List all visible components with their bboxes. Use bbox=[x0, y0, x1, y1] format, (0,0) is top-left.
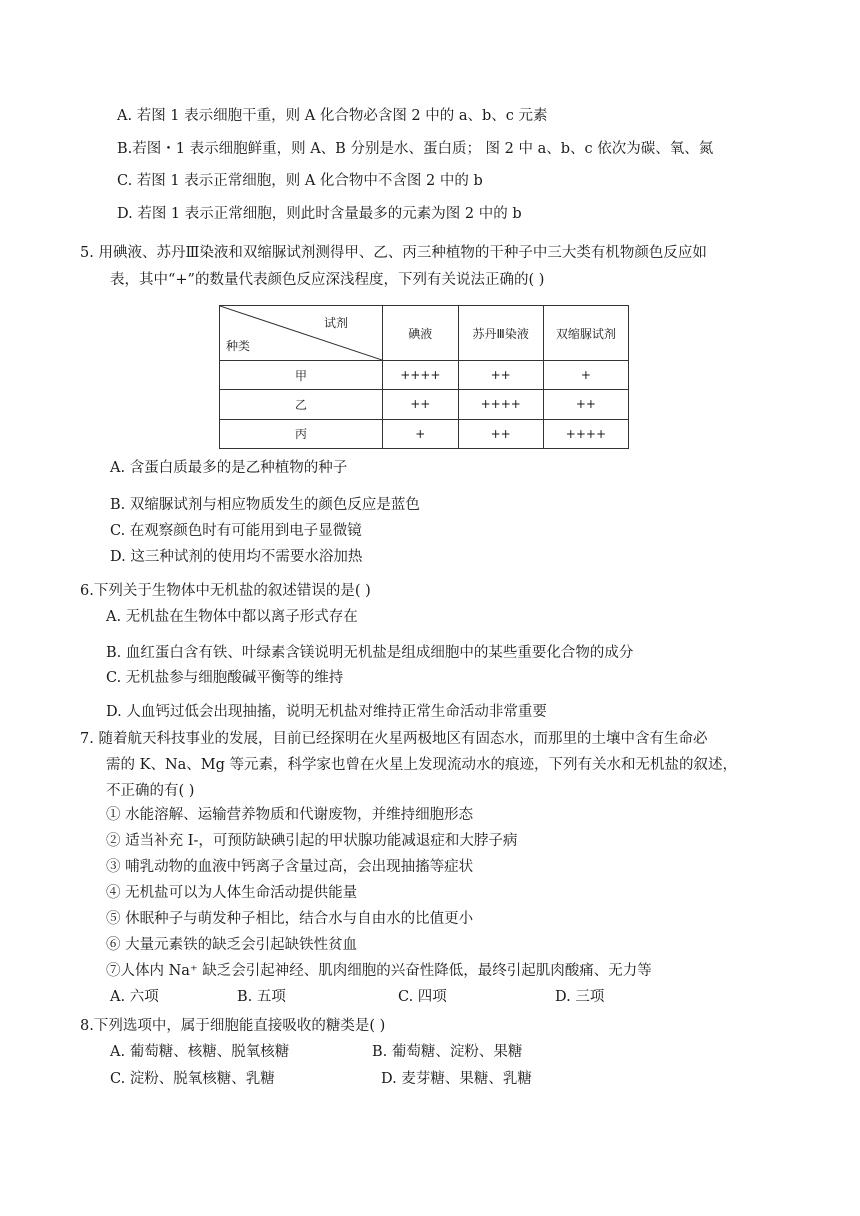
q7-item-1: ① 水能溶解、运输营养物质和代谢废物，并维持细胞形态 bbox=[106, 807, 474, 823]
q7-item-4: ④ 无机盐可以为人体生命活动提供能量 bbox=[106, 885, 358, 901]
q7-item-2: ② 适当补充 I-，可预防缺碘引起的甲状腺功能减退症和大脖子病 bbox=[106, 833, 518, 849]
q7-item-6: ⑥ 大量元素铁的缺乏会引起缺铁性贫血 bbox=[106, 937, 358, 953]
table-cell: ++ bbox=[543, 390, 628, 419]
q7-item-5: ⑤ 休眠种子与萌发种子相比，结合水与自由水的比值更小 bbox=[106, 911, 474, 927]
table-corner-top: 试剂 bbox=[323, 316, 348, 330]
table-row bbox=[220, 390, 629, 419]
table-cell: ++ bbox=[458, 361, 543, 390]
q7-item-7: ⑦人体内 Na⁺ 缺乏会引起神经、肌肉细胞的兴奋性降低，最终引起肌肉酸痛、无力等 bbox=[106, 963, 652, 979]
table-cell: ++ bbox=[458, 419, 543, 448]
table-row-label: 乙 bbox=[220, 390, 383, 419]
table-header: 碘液 bbox=[383, 306, 459, 361]
q7-stem-line2: 需的 K、Na、Mg 等元素，科学家也曾在火星上发现流动水的痕迹，下列有关水和无机盐的叙述， bbox=[106, 757, 738, 773]
q5-option-c: C. 在观察颜色时有可能用到电子显微镜 bbox=[110, 523, 362, 539]
table-cell: ++ bbox=[383, 390, 459, 419]
q6-option-d: D. 人血钙过低会出现抽搐，说明无机盐对维持正常生命活动非常重要 bbox=[106, 704, 547, 720]
table-cell: ++++ bbox=[543, 419, 628, 448]
q5-option-b: B. 双缩脲试剂与相应物质发生的颜色反应是蓝色 bbox=[110, 497, 420, 513]
q8-option-b: B. 葡萄糖、淀粉、果糖 bbox=[372, 1044, 523, 1060]
q5-option-a: A. 含蛋白质最多的是乙种植物的种子 bbox=[110, 460, 348, 476]
q7-option-a: A. 六项 bbox=[110, 989, 159, 1005]
q8-option-c: C. 淀粉、脱氧核糖、乳糖 bbox=[110, 1071, 275, 1087]
q7-item-3: ③ 哺乳动物的血液中钙离子含量过高，会出现抽搐等症状 bbox=[106, 859, 474, 875]
q4-option-d: D. 若图 1 表示正常细胞，则此时含量最多的元素为图 2 中的 b bbox=[117, 206, 522, 222]
q6-option-c: C. 无机盐参与细胞酸碱平衡等的维持 bbox=[106, 670, 344, 686]
table-header: 双缩脲试剂 bbox=[543, 306, 628, 361]
q7-stem-line1: 7. 随着航天科技事业的发展，目前已经探明在火星两极地区有固态水，而那里的土壤中含有生命必 bbox=[80, 731, 708, 747]
table-cell: + bbox=[543, 361, 628, 390]
q5-stem-line2: 表，其中“+”的数量代表颜色反应深浅程度，下列有关说法正确的( ) bbox=[110, 272, 545, 288]
q8-stem: 8.下列选项中，属于细胞能直接吸收的糖类是( ) bbox=[80, 1018, 386, 1034]
table-cell: ++++ bbox=[383, 361, 459, 390]
table-corner-bottom: 种类 bbox=[226, 339, 251, 353]
q4-option-c: C. 若图 1 表示正常细胞，则 A 化合物中不含图 2 中的 b bbox=[117, 173, 483, 189]
q4-option-a: A. 若图 1 表示细胞干重，则 A 化合物必含图 2 中的 a、b、c 元素 bbox=[117, 108, 548, 124]
q6-stem: 6.下列关于生物体中无机盐的叙述错误的是( ) bbox=[80, 583, 371, 599]
q7-option-c: C. 四项 bbox=[398, 989, 447, 1005]
table-row-label: 丙 bbox=[220, 419, 383, 448]
q4-option-b: B.若图・1 表示细胞鲜重，则 A、B 分别是水、蛋白质； 图 2 中 a、b、c 依次为碳、氧、氮 bbox=[117, 141, 714, 157]
table-header: 苏丹Ⅲ染液 bbox=[458, 306, 543, 361]
q6-option-a: A. 无机盐在生物体中都以离子形式存在 bbox=[106, 609, 358, 625]
table-row bbox=[220, 419, 629, 448]
q7-option-d: D. 三项 bbox=[555, 989, 605, 1005]
q7-option-b: B. 五项 bbox=[237, 989, 286, 1005]
q7-stem-line3: 不正确的有( ) bbox=[106, 783, 195, 799]
table-row-label: 甲 bbox=[220, 361, 383, 390]
reagent-table bbox=[219, 305, 629, 449]
q8-option-a: A. 葡萄糖、核糖、脱氧核糖 bbox=[110, 1044, 290, 1060]
table-row bbox=[220, 361, 629, 390]
q6-option-b: B. 血红蛋白含有铁、叶绿素含镁说明无机盐是组成细胞中的某些重要化合物的成分 bbox=[106, 645, 634, 661]
q8-option-d: D. 麦芽糖、果糖、乳糖 bbox=[381, 1071, 532, 1087]
table-cell: ++++ bbox=[458, 390, 543, 419]
table-cell: + bbox=[383, 419, 459, 448]
q5-stem-line1: 5. 用碘液、苏丹Ⅲ染液和双缩脲试剂测得甲、乙、丙三种植物的干种子中三大类有机物颜色反应如 bbox=[80, 245, 707, 261]
table-corner-cell bbox=[220, 306, 383, 361]
q5-option-d: D. 这三种试剂的使用均不需要水浴加热 bbox=[110, 549, 363, 565]
